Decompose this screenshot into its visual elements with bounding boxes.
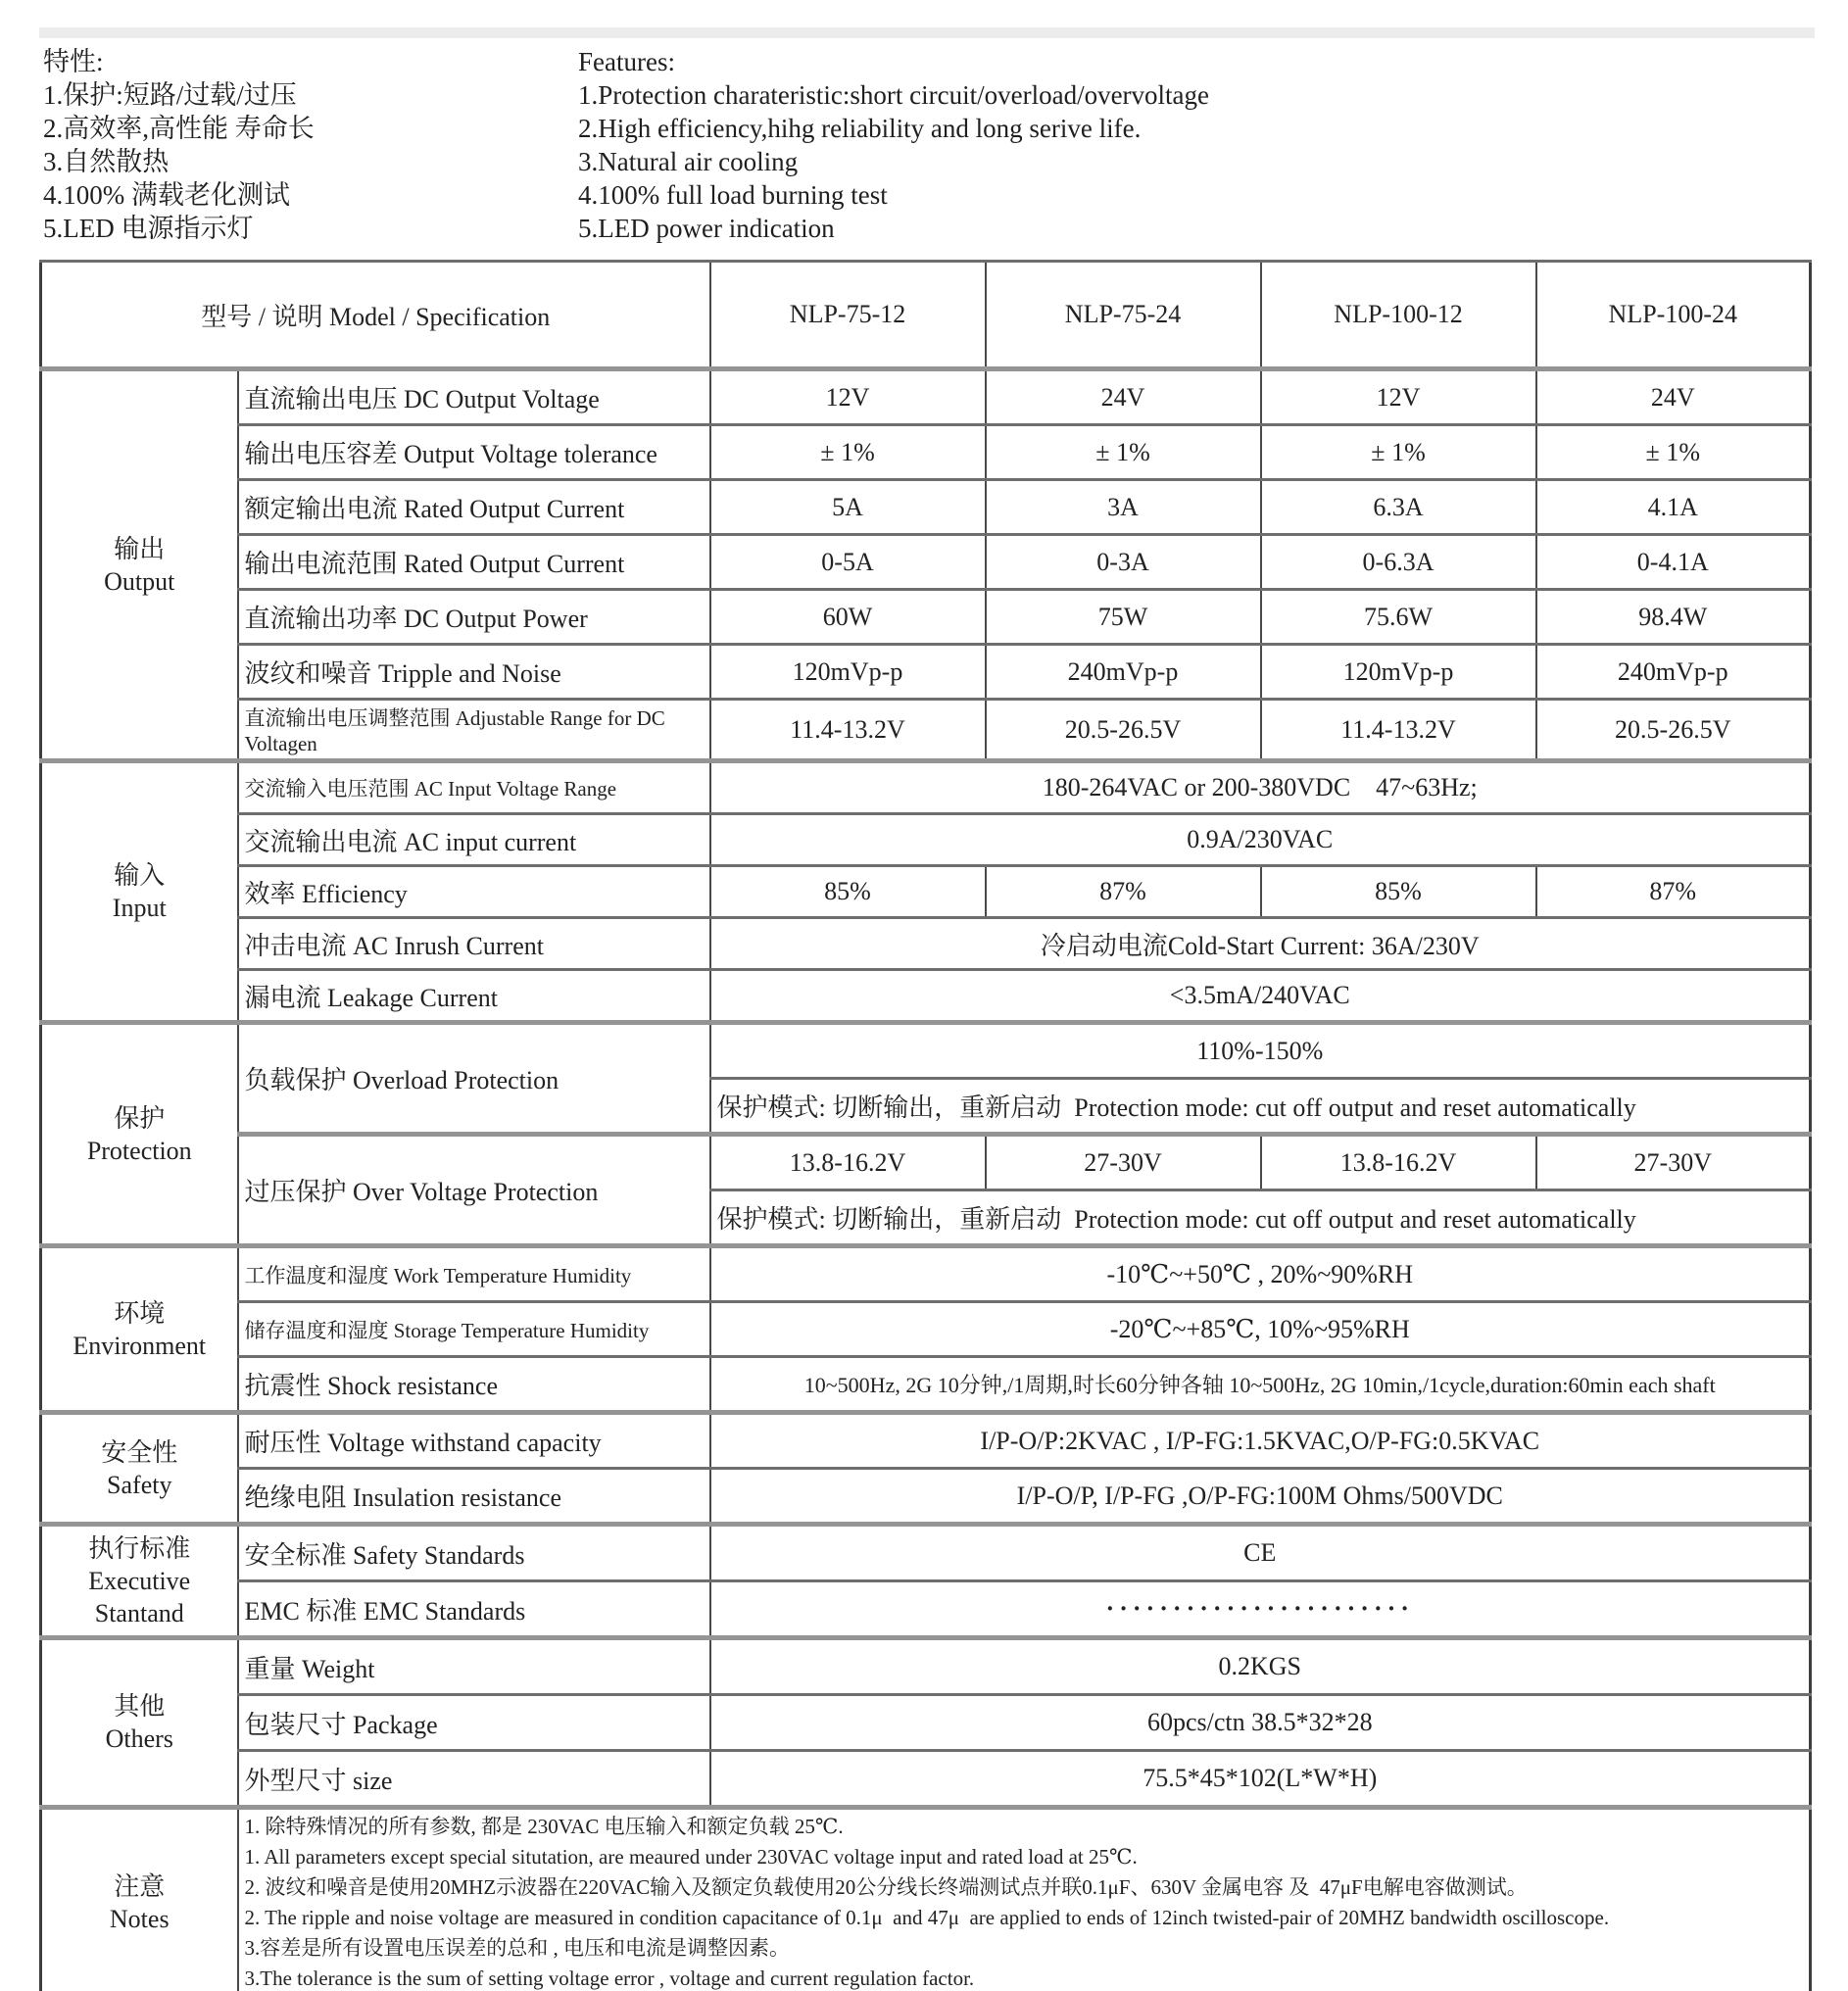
model-name: NLP-75-24: [986, 262, 1261, 369]
param-value-span: 180-264VAC or 200-380VDC 47~63Hz;: [710, 761, 1811, 814]
table-row: [41, 1302, 1811, 1357]
model-name: NLP-100-24: [1536, 262, 1811, 369]
table-row: [41, 700, 1811, 761]
param-value: 0-6.3A: [1261, 535, 1536, 590]
model-name: NLP-100-12: [1261, 262, 1536, 369]
table-row: [41, 535, 1811, 590]
feature-item-en: 4.100% full load burning test: [578, 180, 888, 210]
group-label-zh: 环境: [114, 1298, 166, 1328]
note-line: 3.The tolerance is the sum of setting voltage error , voltage and current regulation factor.: [244, 1967, 975, 1990]
feature-item-zh: 4.100% 满载老化测试: [43, 180, 290, 210]
param-value: 75W: [986, 590, 1261, 645]
param-label: 工作温度和湿度 Work Temperature Humidity: [238, 1246, 710, 1302]
param-label: 重量 Weight: [238, 1638, 710, 1695]
table-row: [41, 1638, 1811, 1695]
param-label: 交流输出电流 AC input current: [238, 814, 710, 866]
param-value: 27-30V: [1536, 1135, 1811, 1190]
note-line: 1. All parameters except special situtation, are meaured under 230VAC voltage input and rated load at 25℃.: [244, 1845, 1138, 1869]
note-line: 2. The ripple and noise voltage are measured in condition capacitance of 0.1μ and 47μ are applied to ends of 12inch twisted-pair of 20MHZ bandwidth oscilloscope.: [244, 1906, 1610, 1929]
param-value: 85%: [710, 866, 986, 918]
param-value-span: 110%-150%: [710, 1023, 1811, 1079]
param-value: 120mVp-p: [710, 645, 986, 700]
param-value-span: 0.9A/230VAC: [710, 814, 1811, 866]
param-value-span: I/P-O/P:2KVAC , I/P-FG:1.5KVAC,O/P-FG:0.5KVAC: [710, 1413, 1811, 1469]
param-value-span: ·······················: [710, 1581, 1811, 1638]
table-row: [41, 918, 1811, 970]
param-value: 60W: [710, 590, 986, 645]
features-en: [578, 45, 1209, 245]
param-value: 240mVp-p: [986, 645, 1261, 700]
group-label-en: Executive: [88, 1567, 191, 1595]
table-row: [41, 369, 1811, 425]
param-label: 储存温度和湿度 Storage Temperature Humidity: [238, 1302, 710, 1357]
param-value: 24V: [1536, 369, 1811, 425]
param-label: 输出电压容差 Output Voltage tolerance: [238, 425, 710, 480]
protection-mode-text: 保护模式: 切断输出，重新启动 Protection mode: cut off output and reset automatically: [710, 1079, 1811, 1135]
protection-mode-text: 保护模式: 切断输出，重新启动 Protection mode: cut off output and reset automatically: [710, 1190, 1811, 1246]
param-value-span: 冷启动电流Cold-Start Current: 36A/230V: [710, 918, 1811, 970]
param-value: 24V: [986, 369, 1261, 425]
param-value: 20.5-26.5V: [1536, 700, 1811, 761]
param-label: 交流输入电压范围 AC Input Voltage Range: [238, 761, 710, 814]
param-value-span: 60pcs/ctn 38.5*32*28: [710, 1695, 1811, 1751]
param-value: 13.8-16.2V: [710, 1135, 986, 1190]
table-row: [41, 590, 1811, 645]
feature-item-zh: 5.LED 电源指示灯: [43, 214, 254, 243]
group-label-zh: 其他: [114, 1692, 166, 1721]
group-standard: [41, 1525, 238, 1638]
param-label: 额定输出电流 Rated Output Current: [238, 480, 710, 535]
feature-item-en: 2.High efficiency,hihg reliability and long serive life.: [578, 114, 1142, 143]
group-environment: [41, 1246, 238, 1413]
group-label-zh: 输出: [114, 534, 166, 563]
param-label: 效率 Efficiency: [238, 866, 710, 918]
param-label: 过压保护 Over Voltage Protection: [238, 1135, 710, 1246]
group-output: [41, 369, 238, 761]
group-label-zh: 安全性: [101, 1437, 178, 1467]
param-label: 绝缘电阻 Insulation resistance: [238, 1469, 710, 1525]
param-value: ± 1%: [986, 425, 1261, 480]
group-label-en: Protection: [86, 1136, 192, 1165]
param-value: ± 1%: [710, 425, 986, 480]
top-divider: [39, 27, 1815, 38]
table-row: [41, 1751, 1811, 1808]
param-value: 3A: [986, 480, 1261, 535]
group-label-zh: 保护: [114, 1103, 166, 1133]
param-label: 波纹和噪音 Tripple and Noise: [238, 645, 710, 700]
feature-item-en: 1.Protection charateristic:short circuit/overload/overvoltage: [578, 80, 1210, 110]
table-row: [41, 645, 1811, 700]
model-name: NLP-75-12: [710, 262, 986, 369]
table-row: [41, 1525, 1811, 1581]
group-label-en: Notes: [109, 1905, 170, 1933]
table-row: [41, 1246, 1811, 1302]
param-value: 4.1A: [1536, 480, 1811, 535]
feature-item-en: 5.LED power indication: [578, 214, 835, 243]
feature-item-zh: 2.高效率,高性能 寿命长: [43, 114, 315, 143]
param-value: 85%: [1261, 866, 1536, 918]
table-row: [41, 1023, 1811, 1079]
param-label: 外型尺寸 size: [238, 1751, 710, 1808]
param-value-span: I/P-O/P, I/P-FG ,O/P-FG:100M Ohms/500VDC: [710, 1469, 1811, 1525]
param-value: ± 1%: [1536, 425, 1811, 480]
features-zh: [43, 45, 578, 245]
group-label-en: Others: [105, 1724, 173, 1753]
param-value: ± 1%: [1261, 425, 1536, 480]
table-row: [41, 814, 1811, 866]
note-line: 1. 除特殊情况的所有参数, 都是 230VAC 电压输入和额定负载 25℃.: [244, 1815, 844, 1838]
param-value: 0-3A: [986, 535, 1261, 590]
table-row: [41, 866, 1811, 918]
param-label: 直流输出功率 DC Output Power: [238, 590, 710, 645]
param-value-span: CE: [710, 1525, 1811, 1581]
notes-cell: [238, 1808, 1811, 1991]
features-title-zh: 特性:: [43, 47, 104, 76]
group-input: [41, 761, 238, 1023]
param-value: 5A: [710, 480, 986, 535]
param-value: 87%: [1536, 866, 1811, 918]
group-others: [41, 1638, 238, 1808]
group-protection: [41, 1023, 238, 1246]
param-value: 0-5A: [710, 535, 986, 590]
table-row: [41, 1469, 1811, 1525]
param-label: EMC 标准 EMC Standards: [238, 1581, 710, 1638]
param-value: 27-30V: [986, 1135, 1261, 1190]
param-value-span: 75.5*45*102(L*W*H): [710, 1751, 1811, 1808]
param-value: 20.5-26.5V: [986, 700, 1261, 761]
features-block: [43, 45, 1209, 245]
note-line: 3.容差是所有设置电压误差的总和 , 电压和电流是调整因素。: [244, 1936, 790, 1960]
param-value: 75.6W: [1261, 590, 1536, 645]
param-label: 漏电流 Leakage Current: [238, 970, 710, 1023]
group-notes: [41, 1808, 238, 1991]
table-row: [41, 970, 1811, 1023]
group-label-en: Output: [104, 566, 175, 596]
group-label-en: Stantand: [94, 1599, 184, 1627]
param-value-span: -20℃~+85℃, 10%~95%RH: [710, 1302, 1811, 1357]
table-row: [41, 1413, 1811, 1469]
param-label: 直流输出电压调整范围 Adjustable Range for DC Voltagen: [238, 700, 710, 761]
feature-item-en: 3.Natural air cooling: [578, 147, 799, 176]
param-label: 输出电流范围 Rated Output Current: [238, 535, 710, 590]
spec-table: [39, 260, 1812, 1991]
table-row: [41, 1695, 1811, 1751]
param-label: 耐压性 Voltage withstand capacity: [238, 1413, 710, 1469]
param-value: 12V: [710, 369, 986, 425]
param-value-span: -10℃~+50℃ , 20%~90%RH: [710, 1246, 1811, 1302]
param-value-span: <3.5mA/240VAC: [710, 970, 1811, 1023]
table-row: [41, 1808, 1811, 1991]
feature-item-zh: 1.保护:短路/过载/过压: [43, 80, 297, 110]
param-value-span: 0.2KGS: [710, 1638, 1811, 1695]
param-value: 0-4.1A: [1536, 535, 1811, 590]
table-row: [41, 761, 1811, 814]
features-title-en: Features:: [578, 47, 675, 76]
param-value: 13.8-16.2V: [1261, 1135, 1536, 1190]
param-value: 11.4-13.2V: [710, 700, 986, 761]
param-value-span: 10~500Hz, 2G 10分钟,/1周期,时长60分钟各轴 10~500Hz, 2G 10min,/1cycle,duration:60min each shaft: [710, 1357, 1811, 1413]
param-value: 87%: [986, 866, 1261, 918]
table-row: [41, 480, 1811, 535]
group-label-en: Environment: [73, 1331, 207, 1360]
param-value: 240mVp-p: [1536, 645, 1811, 700]
param-label: 负载保护 Overload Protection: [238, 1023, 710, 1135]
param-label: 安全标准 Safety Standards: [238, 1525, 710, 1581]
group-label-en: Input: [112, 894, 167, 922]
table-row: [41, 1135, 1811, 1190]
param-value: 11.4-13.2V: [1261, 700, 1536, 761]
param-value: 98.4W: [1536, 590, 1811, 645]
table-row: [41, 425, 1811, 480]
group-label-en: Safety: [107, 1470, 172, 1499]
feature-item-zh: 3.自然散热: [43, 147, 170, 176]
table-row: [41, 1357, 1811, 1413]
group-label-zh: 输入: [114, 861, 166, 890]
group-label-zh: 注意: [114, 1872, 166, 1901]
group-safety: [41, 1413, 238, 1525]
model-spec-header: 型号 / 说明 Model / Specification: [41, 262, 710, 369]
param-label: 抗震性 Shock resistance: [238, 1357, 710, 1413]
param-label: 冲击电流 AC Inrush Current: [238, 918, 710, 970]
param-value: 6.3A: [1261, 480, 1536, 535]
param-value: 12V: [1261, 369, 1536, 425]
note-line: 2. 波纹和噪音是使用20MHZ示波器在220VAC输入及额定负载使用20公分线长终端测试点并联0.1μF、630V 金属电容 及 47μF电解电容做测试。: [244, 1875, 1528, 1899]
header-row: [41, 262, 1811, 369]
param-label: 包装尺寸 Package: [238, 1695, 710, 1751]
param-value: 120mVp-p: [1261, 645, 1536, 700]
group-label-zh: 执行标准: [88, 1534, 191, 1563]
param-label: 直流输出电压 DC Output Voltage: [238, 369, 710, 425]
table-row: [41, 1581, 1811, 1638]
